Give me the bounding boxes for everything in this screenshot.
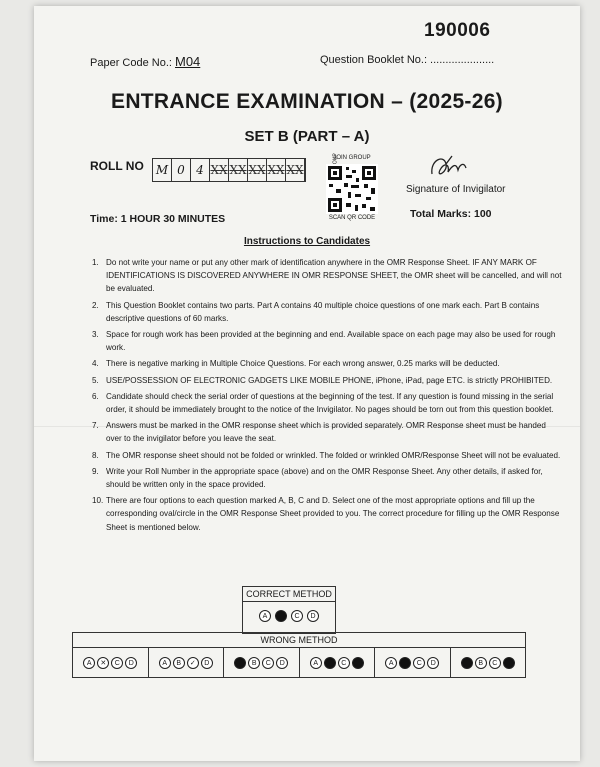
- wrong-method-row: [73, 648, 525, 677]
- serial-number: 190006: [424, 20, 491, 41]
- correct-bubbles: [243, 602, 335, 622]
- omr-bubble: C: [489, 657, 501, 669]
- omr-bubble: D: [427, 657, 439, 669]
- instruction-item: [92, 357, 562, 370]
- roll-cell: XX: [286, 159, 305, 181]
- instruction-number: 5.: [92, 375, 99, 385]
- omr-bubble: A: [385, 657, 397, 669]
- omr-bubble: D: [125, 657, 137, 669]
- correct-method-label: CORRECT METHOD: [243, 587, 335, 602]
- omr-bubble: D: [201, 657, 213, 669]
- omr-bubble: [399, 657, 411, 669]
- instruction-number: 6.: [92, 391, 99, 401]
- instruction-number: 9.: [92, 466, 99, 476]
- roll-cell: XX: [229, 159, 248, 181]
- roll-cell: 4: [191, 159, 210, 181]
- omr-bubble: A: [310, 657, 322, 669]
- omr-bubble: [275, 610, 287, 622]
- omr-bubble: B: [173, 657, 185, 669]
- omr-bubble: C: [262, 657, 274, 669]
- qr-join-label: JOIN GROUP: [333, 155, 371, 161]
- correct-method-box: [242, 586, 336, 634]
- instruction-item: [92, 299, 562, 325]
- instruction-text: This Question Booklet contains two parts. Part A contains 40 multiple choice questions of one mark each. Part B contains descriptive questions of 60 marks.: [106, 300, 540, 323]
- qr-scan-label: SCAN QR CODE: [328, 215, 376, 221]
- omr-bubble: [352, 657, 364, 669]
- omr-bubble: C: [413, 657, 425, 669]
- wrong-method-example: [73, 648, 149, 677]
- exam-set: SET B (PART – A): [244, 128, 370, 145]
- instruction-text: Do not write your name or put any other mark of identification anywhere in the OMR Response Sheet. IF ANY MARK OF IDENTIFICATIONS IS DISCOVERED ANYWHERE IN OMR RESPONSE SHEET, the OMR sheet will be cancelled, and will not be evaluated.: [106, 258, 562, 294]
- signature-mark: [426, 152, 474, 184]
- instruction-item: [92, 465, 562, 491]
- signature-label: Signature of Invigilator: [406, 184, 506, 195]
- omr-bubble: ✕: [97, 657, 109, 669]
- instructions-title: Instructions to Candidates: [243, 236, 371, 247]
- instruction-number: 8.: [92, 450, 99, 460]
- instruction-number: 7.: [92, 421, 99, 431]
- omr-bubble: B: [475, 657, 487, 669]
- omr-bubble: [324, 657, 336, 669]
- instructions-list: [92, 256, 562, 537]
- omr-bubble: C: [111, 657, 123, 669]
- instruction-text: There are four options to each question marked A, B, C and D. Select one of the most appropriate options and fill up the corresponding oval/circle in the OMR Response Sheet provided to you. The correct procedure for filling up the OMR Response Sheet is mentioned below.: [106, 496, 560, 532]
- instruction-number: 3.: [92, 330, 99, 340]
- roll-cell: XX: [267, 159, 286, 181]
- roll-cell: XX: [248, 159, 267, 181]
- omr-bubble: A: [259, 610, 271, 622]
- omr-bubble: C: [338, 657, 350, 669]
- instruction-item: [92, 494, 562, 534]
- omr-bubble: B: [248, 657, 260, 669]
- instruction-text: The OMR response sheet should not be folded or wrinkled. The folded or wrinkled OMR/Response Sheet will not be evaluated.: [106, 450, 561, 460]
- omr-bubble: [461, 657, 473, 669]
- wrong-method-example: [149, 648, 225, 677]
- exam-cover-page: [34, 6, 580, 761]
- instruction-number: 2.: [92, 300, 99, 310]
- instruction-text: USE/POSSESSION OF ELECTRONIC GADGETS LIKE MOBILE PHONE, iPhone, iPad, page ETC. is strictly PROHIBITED.: [106, 375, 553, 385]
- qr-code-icon: [326, 164, 378, 214]
- omr-bubble: ✓: [187, 657, 199, 669]
- booklet-number: Question Booklet No.: .....................: [320, 54, 495, 66]
- instruction-number: 10.: [92, 496, 104, 506]
- omr-bubble: C: [291, 610, 303, 622]
- wrong-method-example: [224, 648, 300, 677]
- instruction-item: [92, 374, 562, 387]
- omr-bubble: D: [307, 610, 319, 622]
- roll-cell: M: [153, 159, 172, 181]
- roll-label: ROLL NO: [90, 159, 144, 173]
- roll-cell: 0: [172, 159, 191, 181]
- omr-bubble: D: [276, 657, 288, 669]
- paper-code-label: Paper Code No.:: [90, 57, 172, 69]
- paper-code-value: M04: [175, 54, 201, 69]
- instruction-item: [92, 419, 562, 445]
- roll-number-box: [152, 158, 306, 182]
- omr-bubble: A: [83, 657, 95, 669]
- instruction-number: 4.: [92, 359, 99, 369]
- instruction-text: Candidate should check the serial order of questions at the beginning of the test. If any question is found missing in the serial order, it should be immediately brought to the notice of the Invigilator. No pages should be torn out from this question booklet.: [106, 391, 554, 415]
- exam-title: ENTRANCE EXAMINATION – (2025-26): [111, 90, 503, 113]
- instruction-item: [92, 390, 562, 416]
- instruction-text: Answers must be marked in the OMR response sheet which is provided separately. OMR Response sheet must be handed over to the invigilator before you leave the seat.: [106, 421, 546, 444]
- wrong-method-label: WRONG METHOD: [73, 633, 525, 648]
- instruction-text: There is negative marking in Multiple Choice Questions. For each wrong answer, 0.25 marks will be deducted.: [106, 359, 500, 369]
- instruction-text: Space for rough work has been provided at the beginning and end. Available space on each page may also be used for rough work.: [106, 330, 556, 353]
- instruction-item: [92, 256, 562, 296]
- omr-bubble: [503, 657, 515, 669]
- omr-bubble: A: [159, 657, 171, 669]
- instruction-item: [92, 449, 562, 462]
- instruction-number: 1.: [92, 258, 99, 267]
- exam-time: Time: 1 HOUR 30 MINUTES: [90, 213, 226, 225]
- total-marks: Total Marks: 100: [410, 208, 492, 220]
- wrong-method-example: [375, 648, 451, 677]
- wrong-method-example: [300, 648, 376, 677]
- instruction-item: [92, 328, 562, 354]
- instruction-text: Write your Roll Number in the appropriate space (above) and on the OMR Response Sheet. Any other details, if asked for, should be written only in the space provided.: [106, 466, 543, 490]
- paper-code: [90, 54, 200, 69]
- roll-cell: XX: [210, 159, 229, 181]
- wrong-method-box: [72, 632, 526, 678]
- wrong-method-example: [451, 648, 526, 677]
- omr-bubble: [234, 657, 246, 669]
